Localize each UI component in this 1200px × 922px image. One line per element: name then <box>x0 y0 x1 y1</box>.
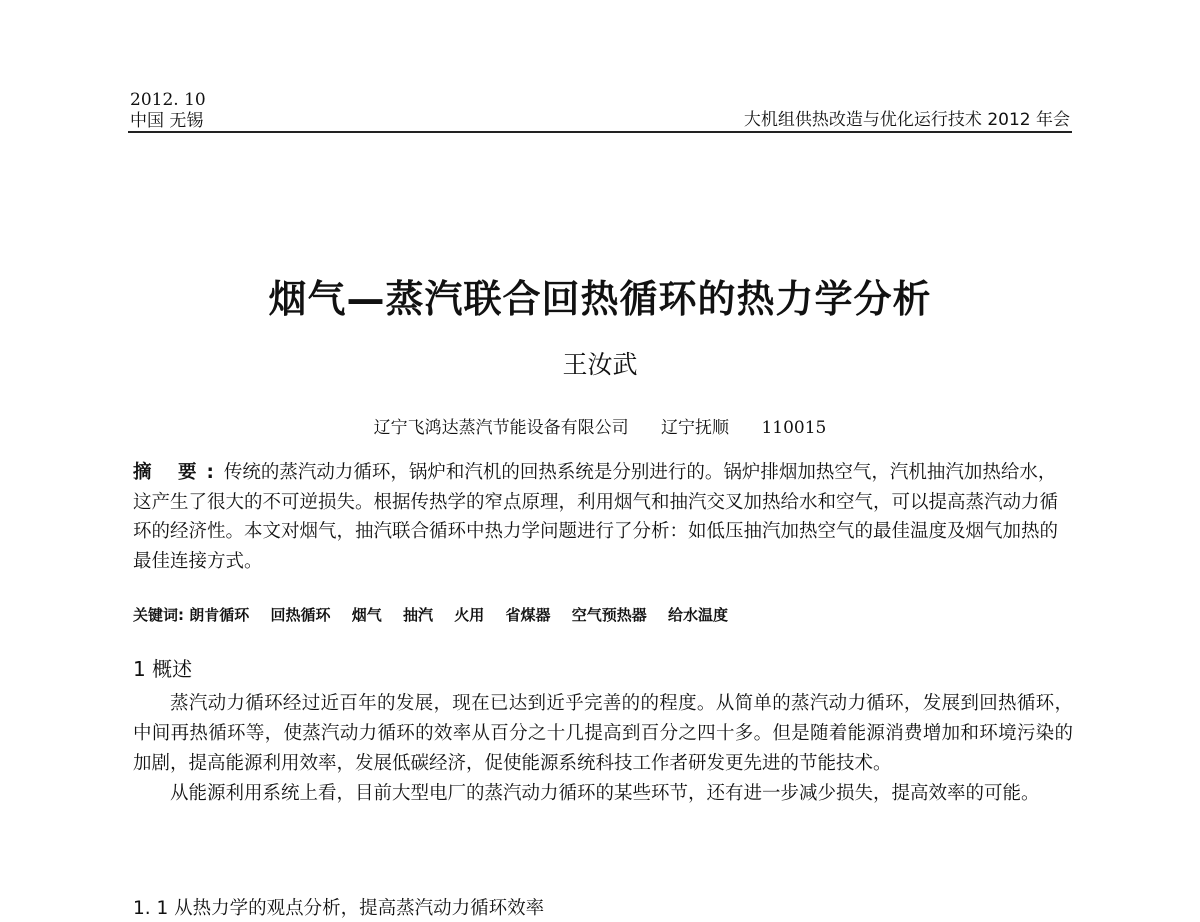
header-location: 中国 无锡 <box>130 111 204 131</box>
paragraph: 从能源利用系统上看，目前大型电厂的蒸汽动力循环的某些环节，还有进一步减少损失，提高效率的可能。 <box>170 783 1040 804</box>
section-body <box>133 689 1073 809</box>
paper-title: 烟气—蒸汽联合回热循环的热力学分析 <box>268 277 932 321</box>
keyword: 火用 <box>454 606 485 624</box>
header-conference: 大机组供热改造与优化运行技术 2012 年会 <box>743 110 1070 130</box>
paragraph: 蒸汽动力循环经过近百年的发展，现在已达到近乎完善的的程度。从简单的蒸汽动力循环，发展到回热循环，中间再热循环等，使蒸汽动力循环的效率从百分之十几提高到百分之四十多。但是随着能源消费增加和环境污染的加剧，提高能源利用效率，发展低碳经济，促使能源系统科技工作者研发更先进的节能技术。 <box>133 693 1073 774</box>
keyword: 空气预热器 <box>571 606 647 624</box>
abstract-label: 摘 要: <box>133 462 224 483</box>
keyword: 省煤器 <box>505 606 551 624</box>
keyword: 烟气 <box>351 606 382 624</box>
keyword: 抽汽 <box>402 606 433 624</box>
keywords-label: 关键词: <box>133 606 184 624</box>
subsection-heading: 1. 1 从热力学的观点分析，提高蒸汽动力循环效率 <box>133 898 545 919</box>
keyword: 回热循环 <box>270 606 331 624</box>
section-heading: 1 概述 <box>133 657 193 681</box>
header-divider <box>128 131 1072 133</box>
header-date: 2012. 10 <box>130 90 206 110</box>
page-header-left <box>130 90 206 132</box>
keyword: 给水温度 <box>667 606 728 624</box>
abstract <box>133 458 1073 576</box>
paper-affiliation: 辽宁飞鸿达蒸汽节能设备有限公司 辽宁抚顺 110015 <box>373 418 827 438</box>
paper-author: 王汝武 <box>562 350 638 379</box>
abstract-text: 传统的蒸汽动力循环，锅炉和汽机的回热系统是分别进行的。锅炉排烟加热空气，汽机抽汽加热给水，这产生了很大的不可逆损失。根据传热学的窄点原理，利用烟气和抽汽交叉加热给水和空气，可以提高蒸汽动力循环的经济性。本文对烟气，抽汽联合循环中热力学问题进行了分析：如低压抽汽加热空气的最佳温度及烟气加热的最佳连接方式。 <box>133 462 1059 572</box>
keyword: 朗肯循环 <box>189 606 250 624</box>
keywords <box>133 604 744 625</box>
